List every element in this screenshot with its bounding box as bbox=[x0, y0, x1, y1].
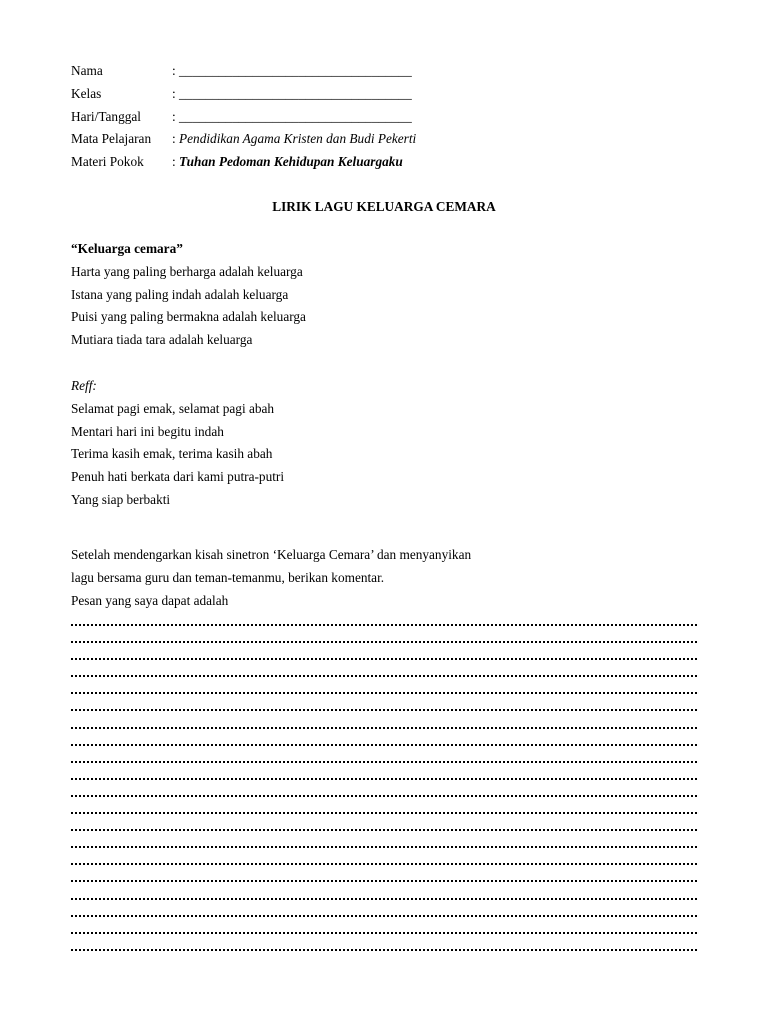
answer-dotted-line[interactable] bbox=[71, 924, 697, 941]
verse-line: Mutiara tiada tara adalah keluarga bbox=[71, 332, 253, 348]
answer-dotted-line[interactable] bbox=[71, 821, 697, 838]
reff-line: Yang siap berbakti bbox=[71, 491, 171, 507]
answer-dotted-line[interactable] bbox=[71, 633, 697, 650]
student-info-header bbox=[71, 60, 416, 174]
subject-label: Mata Pelajaran bbox=[71, 131, 152, 147]
instructions bbox=[71, 544, 471, 612]
instruction-line: Pesan yang saya dapat adalah bbox=[71, 592, 229, 608]
class-row bbox=[71, 83, 416, 106]
answer-dotted-line[interactable] bbox=[71, 753, 697, 770]
reff-label: Reff: bbox=[71, 378, 97, 393]
subject-value: Pendidikan Agama Kristen dan Budi Pekerti bbox=[179, 131, 417, 147]
answer-dotted-line[interactable] bbox=[71, 667, 697, 684]
song-lyrics bbox=[71, 238, 306, 352]
answer-dotted-line[interactable] bbox=[71, 787, 697, 804]
answer-dotted-line[interactable] bbox=[71, 907, 697, 924]
answer-dotted-line[interactable] bbox=[71, 838, 697, 855]
page-title: LIRIK LAGU KELUARGA CEMARA bbox=[272, 199, 496, 214]
instruction-line: lagu bersama guru dan teman-temanmu, berikan komentar. bbox=[71, 569, 385, 585]
instruction-line: Setelah mendengarkan kisah sinetron ‘Keluarga Cemara’ dan menyanyikan bbox=[71, 547, 472, 562]
subject-colon: : bbox=[172, 131, 180, 147]
verse-line: Puisi yang paling bermakna adalah keluarga bbox=[71, 309, 306, 325]
answer-dotted-line[interactable] bbox=[71, 616, 697, 633]
topic-row bbox=[71, 151, 416, 174]
reff-line: Selamat pagi emak, selamat pagi abah bbox=[71, 400, 275, 416]
name-label: Nama bbox=[71, 63, 103, 78]
answer-dotted-line[interactable] bbox=[71, 890, 697, 907]
reff-line: Mentari hari ini begitu indah bbox=[71, 423, 224, 439]
answer-dotted-line[interactable] bbox=[71, 701, 697, 718]
topic-label: Materi Pokok bbox=[71, 154, 144, 170]
answer-dotted-line[interactable] bbox=[71, 736, 697, 753]
date-label: Hari/Tanggal bbox=[71, 108, 141, 124]
class-blank: : ___________________________________ bbox=[172, 85, 412, 101]
class-label: Kelas bbox=[71, 85, 102, 101]
reff-line: Penuh hati berkata dari kami putra-putri bbox=[71, 469, 285, 485]
answer-dotted-line[interactable] bbox=[71, 650, 697, 667]
answer-dotted-line[interactable] bbox=[71, 941, 697, 958]
date-row bbox=[71, 106, 416, 129]
verse-line: Harta yang paling berharga adalah keluarga bbox=[71, 263, 303, 279]
answer-dotted-line[interactable] bbox=[71, 872, 697, 889]
answer-dotted-line[interactable] bbox=[71, 719, 697, 736]
answer-dotted-line[interactable] bbox=[71, 770, 697, 787]
topic-value: Tuhan Pedoman Kehidupan Keluargaku bbox=[179, 154, 403, 170]
name-blank: : ___________________________________ bbox=[172, 63, 412, 78]
date-blank: : ___________________________________ bbox=[172, 108, 412, 124]
name-row bbox=[71, 60, 416, 83]
answer-dotted-line[interactable] bbox=[71, 684, 697, 701]
answer-lines[interactable] bbox=[71, 616, 697, 966]
song-reff bbox=[71, 375, 284, 512]
verse-line: Istana yang paling indah adalah keluarga bbox=[71, 286, 289, 302]
song-heading: “Keluarga cemara” bbox=[71, 241, 183, 256]
subject-row bbox=[71, 128, 416, 151]
answer-dotted-line[interactable] bbox=[71, 804, 697, 821]
reff-line: Terima kasih emak, terima kasih abah bbox=[71, 446, 273, 462]
answer-dotted-line[interactable] bbox=[71, 855, 697, 872]
topic-colon: : bbox=[172, 154, 180, 170]
